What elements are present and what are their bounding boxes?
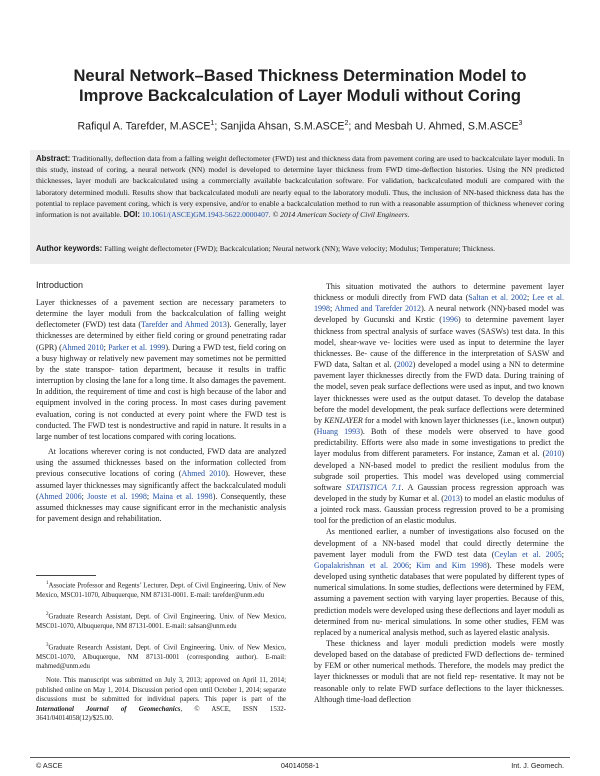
doi-link[interactable]: 10.1061/(ASCE)GM.1943-5622.0000407. (141, 210, 271, 220)
citation[interactable]: 1996 (441, 315, 458, 325)
title-line-1: Neural Network–Based Thickness Determination Model to (73, 67, 527, 85)
right-column (314, 281, 564, 705)
citation[interactable]: Saltan et al. 2002 (468, 293, 528, 303)
keywords-label: Author keywords: (36, 244, 103, 253)
citation[interactable]: Parker et al. 1999 (108, 342, 166, 352)
footer-page-id: 04014058-1 (280, 761, 320, 770)
citation[interactable]: Kim and Kim 1998 (416, 560, 487, 570)
citation[interactable]: 2013 (443, 493, 460, 503)
journal-name: International Journal of Geomechanics (36, 705, 181, 713)
paper-title (40, 66, 560, 106)
citation[interactable]: 2010 (209, 469, 226, 479)
footnote-1: $^1$Associate Professor and Regents’ Lecturer, Dept. of Civil Engineering, Univ. of New Mexico, MSC01-1070, Albuquerque, NM 87131-0001. E-mail: tarefder@unm.edu (36, 581, 286, 599)
right-paragraph-1: This situation motivated the authors to determine pavement layer thickness or moduli directly from FWD data (Saltan et al. 2002; Lee et al. 1998; Ahmed and Tarefder 2012). A neural network (NN)-based model was developed by Gucunski and Krstic (1996) to determine pavement layer thickness from spectral analysis of surface waves (SASWs) test data. In this model, shear-wave ve- locities were used as input to determine the layer thicknesses. Be- cause of the difference in the interpretation of SASW and FWD data, Saltan et al. (2002) developed a model using a NN to determine pavement layer thicknesses directly from the FWD data. During training of the model, seven peak surface deflections were used as input, and two known layer thicknesses were used as the output dataset. To develop the database before the model development, the peak surface deflections were determined by KENLAYER for a model with known layer thicknesses (i.e., known output) (Huang 1993). Both of these models were observed to have good predictability. Efforts were also made in some investigations to predict the layer modulus from different parameters. For instance, Zaman et al. (2010) developed a NN-based model to predict the resilient modulus from the subgrade soil properties. This model was developed using commercial software STATISTICA 7.1. A Gaussian process regression approach was developed in the study by Kumar et al. (2013) to model an elastic modulus of a jointed rock mass. Gaussian process regression proved to be a promising tool for the prediction of an elastic modulus. (314, 282, 565, 526)
citation[interactable]: Huang 1993 (316, 427, 361, 437)
citation[interactable]: Ahmed 2006 (38, 491, 82, 501)
citation[interactable]: 2010 (545, 449, 562, 459)
right-paragraph-3: These thickness and layer moduli prediction models were mostly developed based on the database of predicted FWD deflections de- termined by FEM or other numerical methods. Therefore, the models may predict the layer thicknesses or moduli that are not field rep- resentative. It may not be reasonable only to relate FWD surface deflections to the layer thicknesses. Although time-load deflection (314, 639, 565, 704)
author-2: ; Sanjida Ahsan, S.M.ASCE (214, 120, 345, 133)
citation[interactable]: Maina et al. 1998 (152, 491, 213, 501)
doi-label: DOI: (123, 210, 140, 220)
citation[interactable]: Ahmed 2010 (61, 342, 104, 352)
left-column (36, 297, 286, 524)
author-2-sup: 2 (344, 120, 349, 127)
footer-copyright: © ASCE (36, 761, 63, 770)
intro-paragraph-1: Layer thicknesses of a pavement section are necessary parameters to determine the layer moduli from the backcalculation of falling weight deflectometer (FWD) test data (Tarefder and Ahmed 2013). Generally, layer thicknesses are determined by either field coring or ground penetrating radar (GPR) (Ahmed 2010; Parker et al. 1999). During a FWD test, field coring on a busy highway or relatively new pavement may sometimes not be permitted by the state transpor- tation department, because it results in traffic interruption by closing the lane for a long time. It also damages the pavement. In addition, the requirement of time and cost is high because of the labor and equipment involved in the coring process. In most cases during pavement evaluation, coring is not conducted at every point where the FWD test is conducted. The FWD test is nondestructive and rapid in nature. It results in a large number of test locations compared with coring locations. (36, 298, 287, 441)
footnote-2: $^2$Graduate Research Assistant, Dept. of Civil Engineering, Univ. of New Mexico, MSC01-1070, Albuquerque, NM 87131-0001. E-mail: sahsan@unm.edu (36, 612, 286, 630)
citation[interactable]: Tarefder and Ahmed 2013 (141, 320, 227, 330)
software-name[interactable]: STATISTICA 7.1 (346, 482, 402, 492)
abstract (36, 153, 564, 220)
footer-journal: Int. J. Geomech. (511, 761, 564, 770)
citation[interactable]: Lee et al. 1998 (314, 293, 564, 314)
citation[interactable]: 2005 (545, 549, 562, 559)
title-line-2: Improve Backcalculation of Layer Moduli without Coring (79, 87, 521, 105)
section-heading-introduction: Introduction (36, 280, 84, 290)
citation[interactable]: Ceylan et al. (494, 549, 541, 559)
author-1: Rafiqul A. Tarefder, M.ASCE (77, 120, 211, 133)
footer-rule (30, 757, 570, 758)
abstract-text: Traditionally, deflection data from a falling weight deflectometer (FWD) test and thickness data from pavement coring are used to backcalculate layer moduli. In this study, instead of coring, a neural network (NN) model is developed to determine layer thickness from FWD time-deflection histories. Using the NN predicted thicknesses, layer moduli are backcalculated using a commercially available backcalculation software. For validation, backcalculated moduli are compared with the laboratory determined moduli. Results show that backcalculated moduli are nearly equal to the laboratory moduli. Thus, the inclusion of NN-based thickness data has the potential to replace pavement coring, which is very expensive, and/or to enable a backcalculation method to run with a reasonable assumption of thickness whenever coring information is not available. (36, 154, 564, 220)
author-list (30, 120, 570, 133)
author-3: ; and Mesbah U. Ahmed, S.M.ASCE (348, 120, 519, 133)
citation[interactable]: Ahmed (181, 469, 205, 479)
footnote-3: $^3$Graduate Research Assistant, Dept. of Civil Engineering, Univ. of New Mexico, MSC01-1070, Albuquerque, NM 87131-0001 (corresponding author). E-mail: mahmed@unm.edu (36, 643, 286, 671)
keywords-text: Falling weight deflectometer (FWD); Backcalculation; Neural network (NN); Wave velocity; Modulus; Temperature; Thickness. (104, 244, 496, 253)
right-paragraph-2: As mentioned earlier, a number of investigations also focused on the development of a NN-based model that could directly determine the pavement layer moduli from the FWD test data (Ceylan et al. 2005; Gopalakrishnan et al. 2006; Kim and Kim 1998). These models were developed using synthetic databases that were populated by different types of numerical simulations. In some studies, deflections were determined by FEM, assuming a pavement section with varying layer properties. Because of this, prediction models were developed using these deflections and layer moduli as determined from nu- merical simulations. In some other studies, FEM was replaced by a numerical analysis method, such as layered elastic analysis. (314, 527, 565, 637)
copyright: © 2014 American Society of Civil Engineers. (272, 210, 410, 220)
citation[interactable]: Gopalakrishnan et al. 2006 (314, 560, 409, 570)
author-3-sup: 3 (518, 120, 523, 127)
abstract-label: Abstract: (36, 154, 71, 163)
manuscript-note: Note. This manuscript was submitted on July 3, 2013; approved on April 11, 2014; published online on May 1, 2014. Discussion period open until October 1, 2014; separate discussions must be submitted for individual papers. This paper is part of the International Journal of Geomechanics, © ASCE, ISSN 1532-3641/04014058(12)/$25.00. (36, 677, 286, 723)
citation[interactable]: Jooste et al. 1998 (87, 491, 147, 501)
author-1-sup: 1 (210, 120, 215, 127)
citation[interactable]: 2002 (396, 360, 413, 370)
intro-paragraph-2: At locations wherever coring is not conducted, FWD data are analyzed using the assumed thicknesses based on the information collected from previous consecutive locations of coring (Ahmed 2010). However, these assumed layer thicknesses may significantly affect the backcalculated moduli (Ahmed 2006; Jooste et al. 1998; Maina et al. 1998). Consequently, these assumed thicknesses may cause significant error in the mechanistic analysis for pavement design and rehabilitation. (36, 447, 287, 523)
citation[interactable]: Ahmed and Tarefder 2012 (334, 304, 422, 314)
footnote-rule (36, 575, 96, 576)
keywords (36, 243, 564, 254)
